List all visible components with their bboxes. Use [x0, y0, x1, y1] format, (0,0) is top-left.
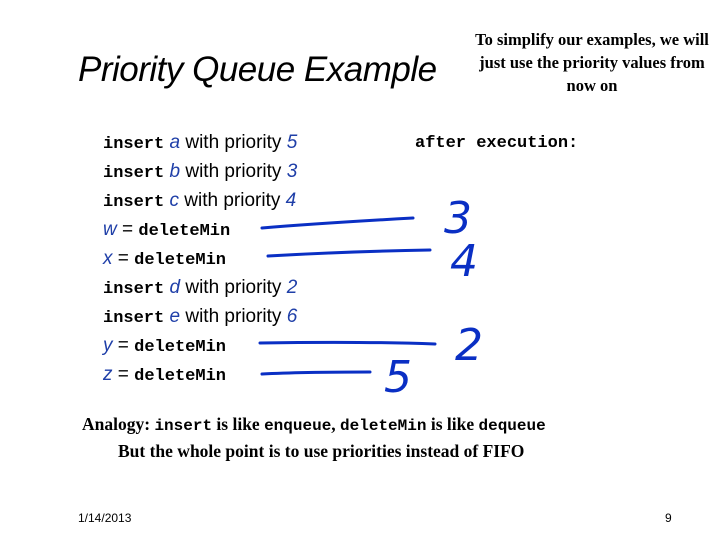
after-execution-label: after execution:	[415, 134, 579, 153]
equals-sign: =	[112, 335, 135, 356]
keyword-deletemin: deleteMin	[134, 338, 226, 357]
equals-sign: =	[112, 364, 135, 385]
priority-value: 6	[286, 306, 298, 327]
result-var: x	[103, 248, 113, 269]
element-var: c	[169, 190, 179, 211]
ink-result-5: 5	[384, 352, 412, 403]
keyword-deletemin: deleteMin	[134, 367, 226, 386]
analogy-dequeue: dequeue	[478, 417, 546, 435]
ink-underline-w	[262, 218, 413, 228]
equals-sign: =	[112, 248, 135, 269]
element-var: a	[169, 132, 181, 153]
keyword-insert: insert	[103, 309, 165, 328]
with-priority-text: with priority	[180, 306, 287, 327]
element-var: e	[169, 306, 181, 327]
priority-value: 2	[286, 277, 298, 298]
keyword-deletemin: deleteMin	[134, 251, 226, 270]
result-var: y	[103, 335, 113, 356]
priority-value: 4	[285, 190, 297, 211]
slide-title: Priority Queue Example	[78, 50, 437, 89]
element-var: d	[169, 277, 181, 298]
priority-value: 3	[286, 161, 298, 182]
keyword-insert: insert	[103, 164, 165, 183]
keyword-insert: insert	[103, 280, 165, 299]
analogy-deletemin: deleteMin	[340, 417, 427, 435]
equals-sign: =	[116, 219, 139, 240]
ink-result-3: 3	[444, 193, 472, 244]
priority-value: 5	[286, 132, 298, 153]
with-priority-text: with priority	[180, 132, 287, 153]
with-priority-text: with priority	[180, 277, 287, 298]
analogy-insert: insert	[154, 417, 213, 435]
keyword-insert: insert	[103, 193, 165, 212]
ink-underline-z	[262, 372, 370, 374]
footer-date: 1/14/2013	[78, 511, 132, 525]
analogy-lead: Analogy:	[82, 414, 155, 434]
ink-underline-x	[268, 250, 430, 256]
keyword-insert: insert	[103, 135, 165, 154]
with-priority-text: with priority	[180, 161, 287, 182]
analogy-enqueue: enqueue	[264, 417, 332, 435]
analogy-like-1: is like	[212, 414, 265, 434]
analogy-line	[82, 414, 546, 435]
keyword-deletemin: deleteMin	[138, 222, 231, 241]
page-number: 9	[665, 511, 672, 525]
ink-underline-y	[260, 342, 435, 344]
result-var: w	[103, 219, 117, 240]
with-priority-text: with priority	[179, 190, 286, 211]
element-var: b	[169, 161, 181, 182]
result-var: z	[103, 364, 113, 385]
side-note: To simplify our examples, we will just use the priority values from now on	[475, 30, 709, 95]
ink-result-2: 2	[455, 320, 483, 371]
whole-point-line: But the whole point is to use priorities instead of FIFO	[118, 441, 525, 461]
analogy-comma: ,	[331, 414, 341, 434]
ink-result-4: 4	[450, 236, 478, 287]
analogy-like-2: is like	[426, 414, 479, 434]
